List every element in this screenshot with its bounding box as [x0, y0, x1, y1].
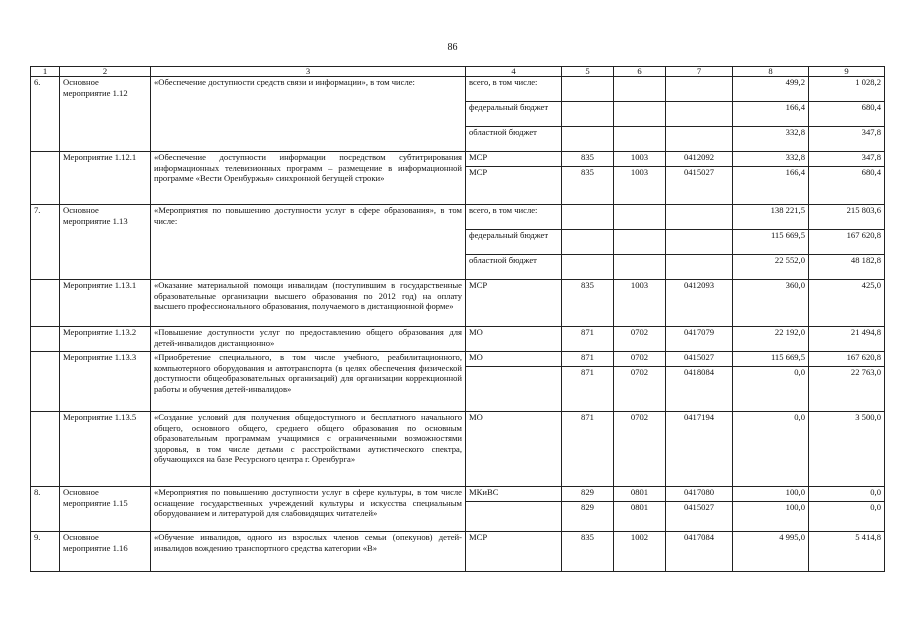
code-grbs: 835: [562, 167, 614, 205]
amount-col8: 115 669,5: [733, 352, 809, 367]
table-row: [31, 77, 885, 102]
col-header: 4: [466, 67, 562, 77]
funding-source: областной бюджет: [466, 255, 562, 280]
amount-col8: 138 221,5: [733, 205, 809, 230]
row-number: 6.: [31, 77, 60, 152]
code-rzpr: 0801: [614, 502, 666, 532]
activity-name: Мероприятие 1.13.1: [60, 280, 151, 327]
code-rzpr: 0702: [614, 367, 666, 412]
col-header: 3: [151, 67, 466, 77]
code-csr: [666, 77, 733, 102]
activity-name: Мероприятие 1.12.1: [60, 152, 151, 205]
activity-description: «Обеспечение доступности средств связи и информации», в том числе:: [151, 77, 466, 152]
funding-source: МСР: [466, 532, 562, 572]
funding-source: областной бюджет: [466, 127, 562, 152]
funding-source: МО: [466, 412, 562, 487]
code-rzpr: [614, 230, 666, 255]
code-grbs: 829: [562, 502, 614, 532]
activity-name: Основное мероприятие 1.13: [60, 205, 151, 280]
code-rzpr: [614, 255, 666, 280]
page-number: 86: [447, 42, 458, 53]
code-rzpr: 1003: [614, 152, 666, 167]
activity-name: Мероприятие 1.13.2: [60, 327, 151, 352]
funding-source: МКиВС: [466, 487, 562, 502]
code-grbs: 871: [562, 367, 614, 412]
activity-description: «Оказание материальной помощи инвалидам (поступившим в государственные образовательные организации высшего образования по 2012 год) на оплату высшего профессионального образования, получаемого в дистанционной форме»: [151, 280, 466, 327]
amount-col8: 166,4: [733, 102, 809, 127]
code-rzpr: 1003: [614, 167, 666, 205]
code-rzpr: [614, 102, 666, 127]
row-number: [31, 280, 60, 327]
code-grbs: 871: [562, 327, 614, 352]
amount-col9: 167 620,8: [809, 352, 885, 367]
code-csr: 0417080: [666, 487, 733, 502]
activity-name: Основное мероприятие 1.16: [60, 532, 151, 572]
funding-source: [466, 502, 562, 532]
activity-name: Основное мероприятие 1.12: [60, 77, 151, 152]
code-csr: 0412093: [666, 280, 733, 327]
activity-description: «Повышение доступности услуг по предоставлению общего образования для детей-инвалидов дистанционно»: [151, 327, 466, 352]
table-row: [31, 327, 885, 352]
funding-source: МСР: [466, 167, 562, 205]
amount-col9: 3 500,0: [809, 412, 885, 487]
program-table: [30, 66, 885, 572]
col-header: 7: [666, 67, 733, 77]
amount-col8: 332,8: [733, 127, 809, 152]
col-header: 8: [733, 67, 809, 77]
code-grbs: 871: [562, 412, 614, 487]
row-number: [31, 412, 60, 487]
activity-name: Мероприятие 1.13.5: [60, 412, 151, 487]
funding-source: МО: [466, 327, 562, 352]
amount-col8: 4 995,0: [733, 532, 809, 572]
code-rzpr: [614, 77, 666, 102]
code-rzpr: 0702: [614, 327, 666, 352]
amount-col9: 680,4: [809, 102, 885, 127]
table-row: [31, 412, 885, 487]
code-grbs: [562, 255, 614, 280]
code-csr: 0415027: [666, 167, 733, 205]
row-number: 8.: [31, 487, 60, 532]
code-rzpr: [614, 205, 666, 230]
activity-description: «Создание условий для получения общедоступного и бесплатного начального общего, основного общего, среднего общего образования по основным образовательным программам учащимися с ограниченными возможностями здоровья, в том числе детьми с расстройствами аутистического спектра, обучающихся на базе Ресурсного центра г. Оренбурга»: [151, 412, 466, 487]
code-rzpr: 1003: [614, 280, 666, 327]
amount-col9: 0,0: [809, 502, 885, 532]
activity-description: «Обеспечение доступности информации посредством субтитрирования информационных телевизионных программ – размещение в информационной программе «Вести Оренбуржья» синхронной бегущей строки»: [151, 152, 466, 205]
code-grbs: [562, 127, 614, 152]
code-csr: [666, 127, 733, 152]
code-rzpr: 0702: [614, 412, 666, 487]
amount-col9: 5 414,8: [809, 532, 885, 572]
activity-description: «Приобретение специального, в том числе учебного, реабилитационного, компьютерного оборудования и автотранспорта (в целях обеспечения физической доступности общеобразовательных организаций) для организации коррекционной работы и обучения детей-инвалидов»: [151, 352, 466, 412]
funding-source: МСР: [466, 152, 562, 167]
row-number: [31, 352, 60, 412]
funding-source: [466, 367, 562, 412]
amount-col8: 499,2: [733, 77, 809, 102]
amount-col9: 22 763,0: [809, 367, 885, 412]
amount-col9: 1 028,2: [809, 77, 885, 102]
table-row: [31, 205, 885, 230]
table-row: [31, 352, 885, 367]
activity-description: «Мероприятия по повышению доступности услуг в сфере культуры, в том числе оснащение государственных учреждений культуры и искусства специальным оборудованием и литературой для слабовидящих читателей»: [151, 487, 466, 532]
amount-col9: 0,0: [809, 487, 885, 502]
code-grbs: [562, 77, 614, 102]
row-number: [31, 327, 60, 352]
amount-col8: 360,0: [733, 280, 809, 327]
activity-name: Основное мероприятие 1.15: [60, 487, 151, 532]
code-rzpr: [614, 127, 666, 152]
code-rzpr: 1002: [614, 532, 666, 572]
code-csr: [666, 205, 733, 230]
code-csr: 0418084: [666, 367, 733, 412]
funding-source: всего, в том числе:: [466, 77, 562, 102]
code-csr: 0417194: [666, 412, 733, 487]
code-grbs: 871: [562, 352, 614, 367]
amount-col8: 0,0: [733, 367, 809, 412]
amount-col9: 347,8: [809, 152, 885, 167]
code-csr: 0417084: [666, 532, 733, 572]
amount-col9: 425,0: [809, 280, 885, 327]
amount-col9: 167 620,8: [809, 230, 885, 255]
amount-col8: 115 669,5: [733, 230, 809, 255]
funding-source: МСР: [466, 280, 562, 327]
code-grbs: 835: [562, 152, 614, 167]
row-number: 9.: [31, 532, 60, 572]
amount-col8: 100,0: [733, 487, 809, 502]
code-csr: [666, 255, 733, 280]
header-row: [31, 67, 885, 77]
amount-col9: 215 803,6: [809, 205, 885, 230]
code-csr: 0417079: [666, 327, 733, 352]
code-grbs: [562, 102, 614, 127]
funding-source: МО: [466, 352, 562, 367]
amount-col9: 347,8: [809, 127, 885, 152]
activity-description: «Обучение инвалидов, одного из взрослых членов семьи (опекунов) детей-инвалидов вождению транспортного средства категории «В»: [151, 532, 466, 572]
amount-col8: 0,0: [733, 412, 809, 487]
code-csr: 0415027: [666, 502, 733, 532]
code-csr: [666, 102, 733, 127]
amount-col8: 166,4: [733, 167, 809, 205]
code-grbs: [562, 205, 614, 230]
col-header: 9: [809, 67, 885, 77]
funding-source: всего, в том числе:: [466, 205, 562, 230]
amount-col8: 22 552,0: [733, 255, 809, 280]
amount-col8: 100,0: [733, 502, 809, 532]
col-header: 1: [31, 67, 60, 77]
col-header: 5: [562, 67, 614, 77]
amount-col9: 21 494,8: [809, 327, 885, 352]
table-row: [31, 280, 885, 327]
amount-col8: 332,8: [733, 152, 809, 167]
code-grbs: 835: [562, 532, 614, 572]
activity-name: Мероприятие 1.13.3: [60, 352, 151, 412]
code-rzpr: 0801: [614, 487, 666, 502]
code-csr: 0412092: [666, 152, 733, 167]
amount-col9: 48 182,8: [809, 255, 885, 280]
col-header: 6: [614, 67, 666, 77]
col-header: 2: [60, 67, 151, 77]
row-number: [31, 152, 60, 205]
code-grbs: [562, 230, 614, 255]
table-row: [31, 152, 885, 167]
table-row: [31, 487, 885, 502]
amount-col8: 22 192,0: [733, 327, 809, 352]
activity-description: «Мероприятия по повышению доступности услуг в сфере образования», в том числе:: [151, 205, 466, 280]
amount-col9: 680,4: [809, 167, 885, 205]
row-number: 7.: [31, 205, 60, 280]
code-rzpr: 0702: [614, 352, 666, 367]
funding-source: федеральный бюджет: [466, 230, 562, 255]
code-csr: 0415027: [666, 352, 733, 367]
table-row: [31, 532, 885, 572]
code-grbs: 829: [562, 487, 614, 502]
funding-source: федеральный бюджет: [466, 102, 562, 127]
code-grbs: 835: [562, 280, 614, 327]
code-csr: [666, 230, 733, 255]
